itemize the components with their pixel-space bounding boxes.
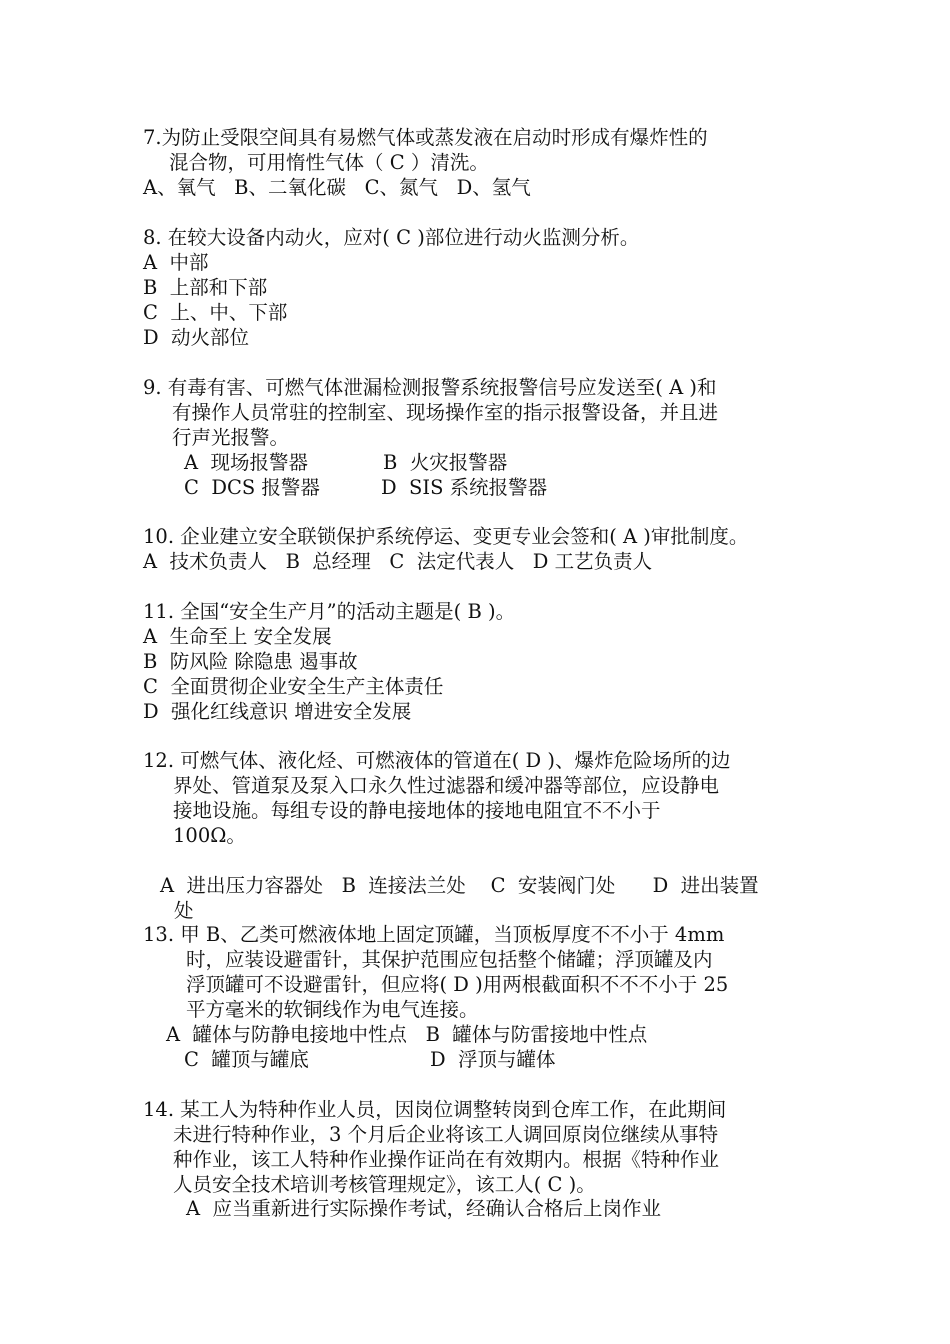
question-12-stem-line-1: 12. 可燃气体、液化烃、可燃液体的管道在( D )、爆炸危险场所的边 <box>143 749 731 772</box>
question-7-stem-line-1: 7.为防止受限空间具有易燃气体或蒸发液在启动时形成有爆炸性的 <box>143 126 708 149</box>
question-11-option-b: B 防风险 除隐患 遏事故 <box>143 650 358 673</box>
question-9-stem-line-2: 有操作人员常驻的控制室、现场操作室的指示报警设备，并且进 <box>172 401 719 424</box>
question-14-stem-line-3: 种作业，该工人特种作业操作证尚在有效期内。根据《特种作业 <box>173 1148 720 1171</box>
question-8-option-d: D 动火部位 <box>143 326 250 349</box>
question-13-option-c: C 罐顶与罐底 <box>184 1048 309 1071</box>
question-9-option-c: C DCS 报警器 <box>184 476 320 499</box>
question-8-option-c: C 上、中、下部 <box>143 301 288 324</box>
question-10-stem: 10. 企业建立安全联锁保护系统停运、变更专业会签和( A )审批制度。 <box>143 525 749 548</box>
question-13-stem-line-2: 时，应装设避雷针，其保护范围应包括整个储罐；浮顶罐及内 <box>186 948 713 971</box>
question-14-stem-line-4: 人员安全技术培训考核管理规定》，该工人( C )。 <box>173 1173 596 1196</box>
question-14-stem-line-2: 未进行特种作业，3 个月后企业将该工人调回原岗位继续从事特 <box>173 1123 719 1146</box>
question-12-options-wrap: 处 <box>174 899 194 922</box>
question-13-stem-line-1: 13. 甲 B、乙类可燃液体地上固定顶罐，当顶板厚度不不小于 4mm <box>143 923 725 946</box>
question-13-stem-line-3: 浮顶罐可不设避雷针，但应将( D )用两根截面积不不不小于 25 <box>186 973 729 996</box>
question-8-stem: 8. 在较大设备内动火，应对( C )部位进行动火监测分析。 <box>143 226 640 249</box>
question-11-option-a: A 生命至上 安全发展 <box>143 625 332 648</box>
question-13-option-d: D 浮顶与罐体 <box>430 1048 556 1071</box>
question-9-stem-line-1: 9. 有毒有害、可燃气体泄漏检测报警系统报警信号应发送至( A )和 <box>143 376 717 399</box>
question-12-stem-line-2: 界处、管道泵及泵入口永久性过滤器和缓冲器等部位，应设静电 <box>173 774 720 797</box>
question-11-option-d: D 强化红线意识 增进安全发展 <box>143 700 412 723</box>
question-14-option-a: A 应当重新进行实际操作考试，经确认合格后上岗作业 <box>186 1197 661 1220</box>
question-13-stem-line-4: 平方毫米的软铜线作为电气连接。 <box>186 998 479 1021</box>
question-9-stem-line-3: 行声光报警。 <box>172 426 290 449</box>
question-8-option-b: B 上部和下部 <box>143 276 268 299</box>
question-7-stem-line-2: 混合物，可用惰性气体（ C ）清洗。 <box>169 151 489 174</box>
question-12-options: A 进出压力容器处 B 连接法兰处 C 安装阀门处 D 进出装置 <box>160 874 759 897</box>
question-10-options: A 技术负责人 B 总经理 C 法定代表人 D 工艺负责人 <box>143 550 653 573</box>
question-11-stem: 11. 全国“安全生产月”的活动主题是( B )。 <box>143 600 516 623</box>
question-7-options: A、氧气 B、二氧化碳 C、氮气 D、氢气 <box>143 176 531 199</box>
question-12-stem-line-3: 接地设施。每组专设的静电接地体的接地电阻宜不不小于 <box>173 799 661 822</box>
question-9-option-d: D SIS 系统报警器 <box>381 476 548 499</box>
question-11-option-c: C 全面贯彻企业安全生产主体责任 <box>143 675 444 698</box>
question-9-option-a: A 现场报警器 <box>184 451 308 474</box>
question-9-option-b: B 火灾报警器 <box>383 451 508 474</box>
question-12-stem-line-4: 100Ω。 <box>173 824 246 847</box>
question-13-option-a-b: A 罐体与防静电接地中性点 B 罐体与防雷接地中性点 <box>166 1023 648 1046</box>
question-8-option-a: A 中部 <box>143 251 209 274</box>
question-14-stem-line-1: 14. 某工人为特种作业人员，因岗位调整转岗到仓库工作，在此期间 <box>143 1098 727 1121</box>
